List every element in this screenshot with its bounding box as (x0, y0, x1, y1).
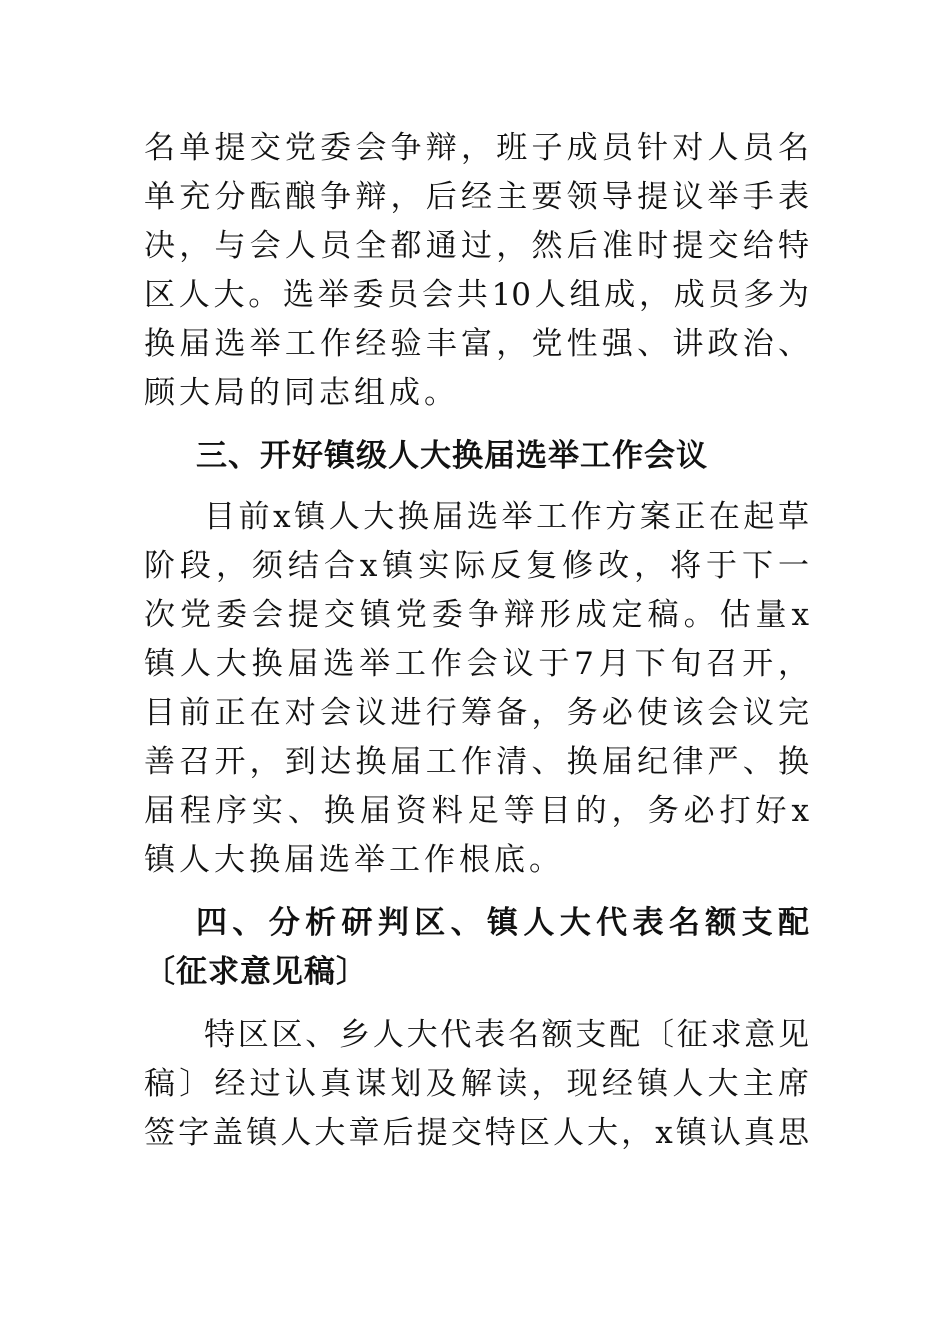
paragraph-election-committee (144, 124, 809, 418)
text-line: 目前x镇人大换届选举工作方案正在起草 (204, 499, 809, 535)
text-line: 特区区、乡人大代表名额支配〔征求意见 (204, 1017, 809, 1053)
section-heading-4: 四、分析研判区、镇人大代表名额支配 (196, 905, 809, 941)
text-line: 镇人大换届选举工作会议于7月下旬召开， (144, 646, 809, 682)
document-body (144, 124, 809, 1158)
text-line: 镇人大换届选举工作根底。 (144, 842, 564, 878)
paragraph-election-meeting (144, 493, 809, 885)
text-line: 顾大局的同志组成。 (144, 375, 459, 411)
text-line: 届程序实、换届资料足等目的，务必打好x (144, 793, 809, 829)
text-line: 决，与会人员全都通过，然后准时提交给特 (144, 228, 809, 264)
text-line: 单充分酝酿争辩，后经主要领导提议举手表 (144, 179, 809, 215)
text-line: 换届选举工作经验丰富，党性强、讲政治、 (144, 326, 809, 362)
paragraph-quota-allocation (144, 1011, 809, 1158)
text-line: 区人大。选举委员会共10人组成，成员多为 (144, 277, 809, 313)
text-line: 阶段，须结合x镇实际反复修改，将于下一 (144, 548, 809, 584)
section-heading-4-continued: 〔征求意见稿〕 (144, 954, 368, 990)
text-line: 次党委会提交镇党委争辩形成定稿。估量x (144, 597, 809, 633)
text-line: 善召开，到达换届工作清、换届纪律严、换 (144, 744, 809, 780)
text-line: 名单提交党委会争辩，班子成员针对人员名 (144, 130, 809, 166)
section-heading-3: 三、开好镇级人大换届选举工作会议 (196, 438, 708, 474)
text-line: 目前正在对会议进行筹备，务必使该会议完 (144, 695, 809, 731)
text-line: 稿〕经过认真谋划及解读，现经镇人大主席 (144, 1066, 809, 1102)
text-line: 签字盖镇人大章后提交特区人大，x镇认真思 (144, 1115, 809, 1151)
